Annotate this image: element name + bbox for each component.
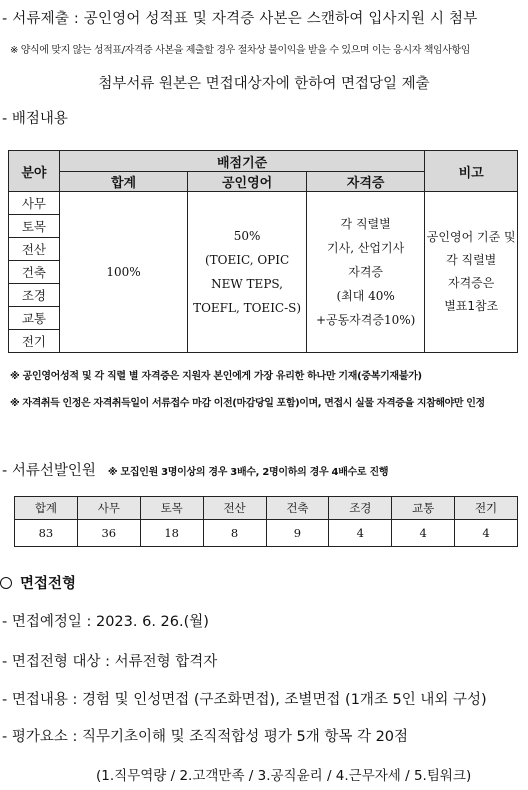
interview-content-line: - 면접내용 : 경험 및 인성면접 (구조화면접), 조별면접 (1개조 5인 내외 구성) (2, 692, 487, 708)
selection-header: 교통 (392, 497, 455, 520)
selection-title: - 서류선발인원 (2, 463, 96, 479)
english-line: NEW TEPS, (211, 277, 283, 291)
selection-note: ※ 모집인원 3명이상의 경우 3배수, 2명이하의 경우 4배수로 진행 (107, 467, 389, 478)
license-recognition-note: ※ 자격취득 인정은 자격취득일이 서류접수 마감 이전(마감당일 포함)이며, 면접시 실물 자격증을 지참해야만 인정 (10, 398, 485, 409)
category-cell: 조경 (9, 284, 60, 307)
selection-value: 4 (392, 520, 455, 547)
circle-bullet-icon (0, 577, 12, 589)
scoring-heading: - 배점내용 (2, 111, 68, 127)
english-line: TOEFL, TOEIC-S) (193, 301, 302, 315)
remarks-line: 별표1참조 (444, 299, 499, 313)
interview-title: 면접전형 (20, 576, 77, 592)
header-english: 공인영어 (188, 172, 307, 192)
english-line: (TOEIC, OPIC (204, 253, 290, 267)
remarks-line: 자격증은 (448, 276, 495, 290)
english-score-note: ※ 공인영어성적 및 각 직렬 별 자격증은 지원자 본인에게 가장 유리한 하나만 기재(중복기재불가) (10, 371, 422, 382)
interview-section-heading (0, 572, 76, 593)
original-docs-line: 첨부서류 원본은 면접대상자에 한하여 면접당일 제출 (98, 76, 430, 92)
evaluation-criteria-line: - 평가요소 : 직무기초이해 및 조직적합성 평가 5개 항목 각 20점 (2, 729, 409, 745)
selection-value: 4 (455, 520, 518, 547)
remarks-cell (425, 192, 518, 353)
selection-header: 건축 (266, 497, 329, 520)
interview-target-line: - 면접전형 대상 : 서류전형 합격자 (2, 654, 218, 670)
license-line: (최대 40% (336, 289, 395, 303)
submission-line: - 서류제출 : 공인영어 성적표 및 자격증 사본은 스캔하여 입사지원 시 첨부 (2, 11, 478, 27)
selection-value: 8 (203, 520, 266, 547)
selection-header: 합계 (15, 497, 78, 520)
evaluation-items-line: (1.직무역량 / 2.고객만족 / 3.공직윤리 / 4.근무자세 / 5.팀워크) (96, 768, 472, 784)
category-cell: 전산 (9, 238, 60, 261)
format-warning-note: ※ 양식에 맞지 않는 성적표/자격증 사본을 제출할 경우 절차상 불이익을 받을 수 있으며 이는 응시자 책임사항임 (10, 45, 471, 56)
category-cell: 건축 (9, 261, 60, 284)
selection-value: 4 (329, 520, 392, 547)
selection-header: 사무 (77, 497, 140, 520)
header-license: 자격증 (306, 172, 425, 192)
selection-header: 전기 (455, 497, 518, 520)
license-line: +공동자격증10%) (315, 313, 416, 327)
category-cell: 사무 (9, 192, 60, 215)
selection-header: 전산 (203, 497, 266, 520)
license-line: 자격증 (348, 265, 384, 279)
remarks-line: 공인영어 기준 및 (426, 230, 516, 244)
license-line: 각 직렬별 (340, 217, 391, 231)
license-cell (306, 192, 425, 353)
remarks-line: 각 직렬별 (446, 253, 497, 267)
english-cell (188, 192, 307, 353)
header-criteria: 배점기준 (59, 151, 425, 172)
category-cell: 전기 (9, 330, 60, 353)
selection-value: 36 (77, 520, 140, 547)
selection-value: 18 (140, 520, 203, 547)
category-cell: 토목 (9, 215, 60, 238)
total-cell: 100% (59, 192, 187, 353)
header-remarks: 비고 (425, 151, 518, 192)
category-cell: 교통 (9, 307, 60, 330)
interview-date-line: - 면접예정일 : 2023. 6. 26.(월) (2, 614, 209, 630)
header-division: 분야 (9, 151, 60, 192)
selection-value: 9 (266, 520, 329, 547)
selection-header: 조경 (329, 497, 392, 520)
selection-value: 83 (15, 520, 78, 547)
selection-table (14, 496, 518, 547)
license-line: 기사, 산업기사 (327, 241, 405, 255)
scoring-table (8, 150, 518, 353)
selection-header: 토목 (140, 497, 203, 520)
english-line: 50% (233, 229, 261, 243)
header-total: 합계 (59, 172, 187, 192)
selection-heading (2, 459, 388, 480)
